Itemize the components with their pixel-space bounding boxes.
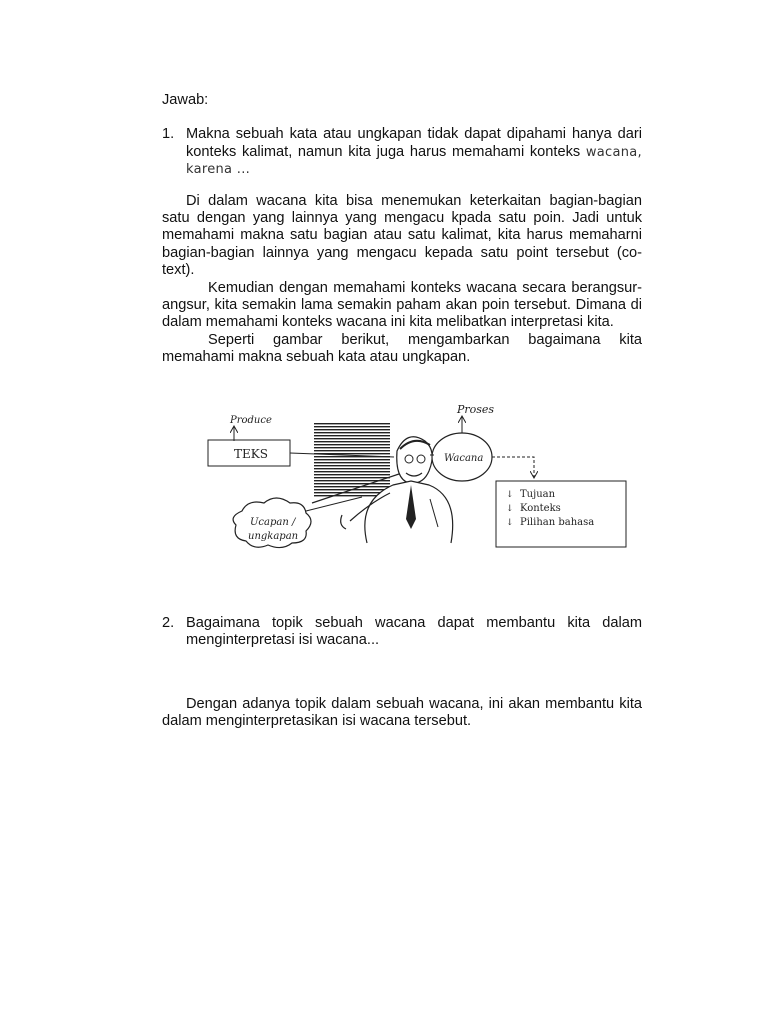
list-item-tujuan: [506, 489, 556, 500]
answer-2-paragraph-1: Dengan adanya topik dalam sebuah wacana, ini akan membantu kita dalam menginterpretasikan isi wacana tersebut.: [162, 695, 642, 729]
teks-label: TEKS: [234, 446, 268, 461]
proses-label: Proses: [457, 402, 495, 416]
svg-text:Pilihan bahasa: Pilihan bahasa: [520, 516, 595, 528]
answer-1-paragraph-2: Kemudian dengan memahami konteks wacana secara berangsur-angsur, kita semakin lama semakin paham akan poin tersebut. Dimana di dalam memahami konteks wacana ini kita melibatkan interpretasi kita.: [162, 279, 642, 331]
question-1: [162, 126, 642, 178]
wacana-label: Wacana: [444, 452, 484, 464]
svg-text:Konteks: Konteks: [520, 502, 561, 514]
list-box: [496, 481, 626, 547]
question-2: [162, 615, 642, 650]
document-page: [162, 92, 642, 730]
screen-hatch: [314, 423, 390, 497]
ucapan-label-line2: ungkapan: [248, 530, 299, 542]
question-1-number: 1.: [162, 126, 175, 143]
answer-1-paragraph-1: Di dalam wacana kita bisa menemukan keterkaitan bagian-bagian satu dengan yang lainnya yang mengacu kpada satu poin. Jadi untuk memahami makna satu bagian atau satu kalimat, kita harus memaharni bagian-bagian lainnya yang mengacu kepada satu point tersebut (co-text).: [162, 192, 642, 279]
question-1-text: [186, 126, 642, 178]
wacana-diagram: [162, 393, 642, 583]
svg-text:↓: ↓: [506, 517, 514, 528]
produce-label: Produce: [230, 414, 272, 426]
svg-text:↓: ↓: [506, 503, 514, 514]
svg-text:Tujuan: Tujuan: [520, 488, 556, 500]
list-item-konteks: [506, 503, 561, 514]
svg-text:↓: ↓: [506, 489, 514, 500]
ucapan-connector: [306, 497, 362, 511]
question-2-number: 2.: [162, 614, 175, 631]
answer-heading: Jawab:: [162, 92, 209, 108]
question-2-text: Bagaimana topik sebuah wacana dapat membantu kita dalam menginterpretasi isi wacana...: [186, 614, 642, 649]
ucapan-label-line1: Ucapan /: [250, 516, 296, 528]
wacana-to-list-arrow: [492, 457, 534, 477]
question-1-body: Makna sebuah kata atau ungkapan tidak dapat dipahami hanya dari konteks kalimat, namun kita juga harus memahami konteks: [186, 126, 642, 160]
diagram-svg: [162, 393, 642, 583]
question-1-tail: wacana, karena ...: [186, 144, 642, 178]
answer-1-paragraph-3: Seperti gambar berikut, mengambarkan bagaimana kita memahami makna sebuah kata atau ungkapan.: [162, 331, 642, 366]
list-item-pilihan-bahasa: [506, 517, 594, 528]
